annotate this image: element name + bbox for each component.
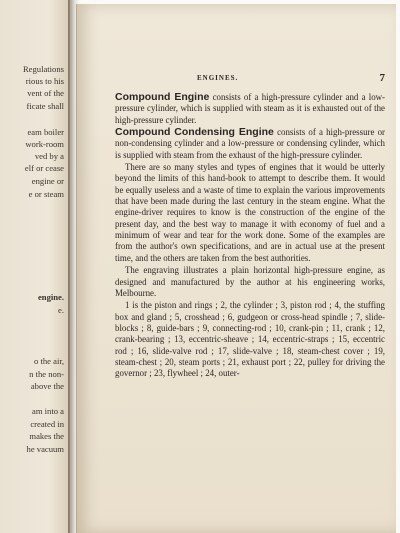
left-page-line: work-room xyxy=(25,139,64,149)
left-page-line: makes the xyxy=(29,431,64,441)
paragraph-text: consists of a high-pressure cylinder and a low-pressure cylinder, which is supplied with steam as it is exhausted out of the high-pressure cylinder. xyxy=(115,92,386,125)
paragraph-text: The engraving illustrates a plain horizontal high-pressure engine, as designed and manufactured by the author at his engineering works, Melbourne. xyxy=(115,265,385,298)
left-page-line: n the non- xyxy=(29,369,64,379)
left-page-line: ved by a xyxy=(34,151,64,161)
page-number: 7 xyxy=(379,72,385,84)
paragraph-text: 1 is the piston and rings ; 2, the cylinder ; 3, piston rod ; 4, the stuffing box and gland ; 5, crosshead ; 6, gudgeon or cross-head spindle ; 7, slide-blocks ; 8, guide-bars ; 9, connecting-rod ; 10, crank-pin ; 11, crank ; 12, crank-bearing ; 13, eccentric-sheave ; 14, eccentric-straps ; 15, eccentric rod ; 16, slide-valve rod ; 17, slide-valve ; 18, steam-chest cover ; 19, steam-chest ; 20, steam ports ; 21, exhaust port ; 22, pulley for driving the governor ; 23, flywheel ; 24, outer- xyxy=(115,300,385,379)
paragraph-styles-of-engines xyxy=(115,162,385,264)
left-page-line: rious to his xyxy=(25,76,64,86)
left-page-line: created in xyxy=(30,419,64,429)
left-page-line: Regulations xyxy=(22,64,64,74)
left-page-line: ficate shall xyxy=(26,101,64,111)
left-page-line: above the xyxy=(30,381,64,391)
left-page-line: engine or xyxy=(31,176,64,186)
paragraph-engraving xyxy=(115,265,385,299)
left-facing-page xyxy=(0,0,70,533)
page-header xyxy=(77,72,397,86)
left-page-line: e. xyxy=(58,305,64,315)
left-page-line: e or steam xyxy=(28,189,64,199)
paragraph-compound-engine xyxy=(115,92,385,126)
left-page-line: he vacuum xyxy=(26,444,64,454)
left-page-line: o the air, xyxy=(34,356,64,366)
left-page-line: eam boiler xyxy=(27,127,64,137)
body-text xyxy=(115,92,385,380)
left-page-line: elf or cease xyxy=(24,163,64,173)
paragraph-compound-condensing-engine xyxy=(115,127,385,161)
term-heading: Compound Engine xyxy=(115,91,210,103)
paragraph-text: There are so many styles and types of engines that it would be utterly beyond the limits of this hand-book to attempt to describe them. It would be equally useless and a waste of time to explain the various improvements that have been made during the last century in the steam engine. What the engine-driver requires to know is the construction of the engine of the present day, and the best way to manage it with economy of fuel and a minimum of wear and tear for the work done. Some of the examples are from the author's own specifications, and are in actual use at the present time, and the others are taken from the best authorities. xyxy=(115,162,385,263)
left-page-line: vent of the xyxy=(27,88,64,98)
term-heading: Compound Condensing Engine xyxy=(115,126,274,139)
paragraph-text: consists of a high-pressure or non-condensing cylinder and a low-pressure or condensing cylinder, which is supplied with steam from the exhaust of the high-pressure cylinder. xyxy=(115,127,386,160)
paragraph-parts-list xyxy=(115,300,385,379)
left-page-line: engine. xyxy=(37,292,64,302)
running-head: ENGINES. xyxy=(197,74,239,82)
left-page-line: am into a xyxy=(32,406,64,416)
right-page xyxy=(76,4,396,533)
